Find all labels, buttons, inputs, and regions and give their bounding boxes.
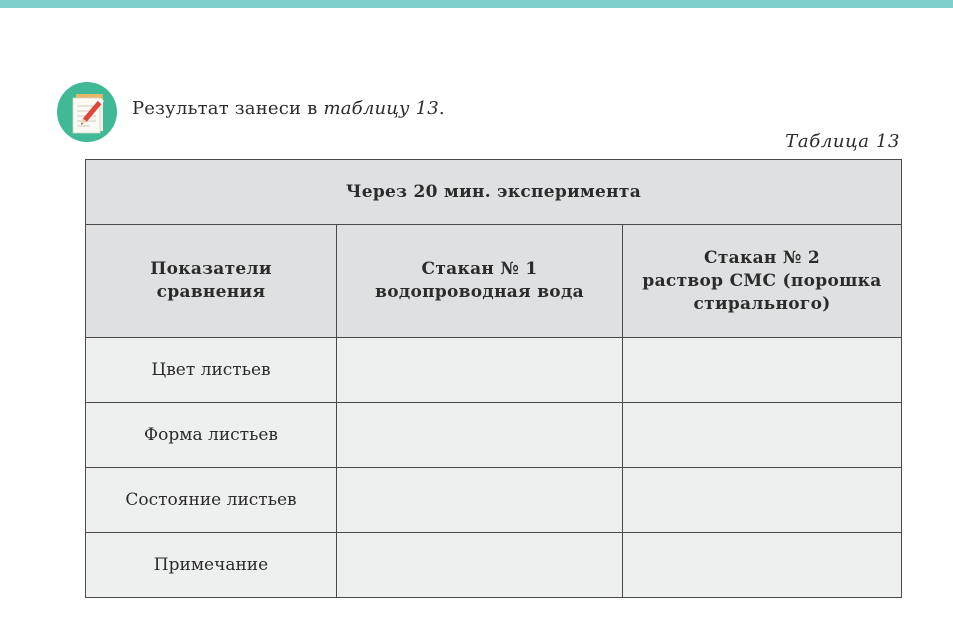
column-header-criteria (86, 225, 337, 338)
column-header-line: стирального) (693, 293, 831, 314)
table-title: Через 20 мин. эксперимента (86, 160, 902, 225)
table-row (86, 468, 902, 533)
column-header-line: раствор СМС (порошка (642, 270, 882, 291)
cell-glass-1[interactable] (337, 338, 623, 403)
row-label-leaf-shape: Форма листьев (86, 403, 337, 468)
cell-glass-1[interactable] (337, 533, 623, 598)
row-label-leaf-condition: Состояние листьев (86, 468, 337, 533)
table-caption: Таблица 13 (785, 131, 900, 152)
cell-glass-2[interactable] (623, 338, 902, 403)
column-header-line: сравнения (156, 282, 266, 302)
row-label-leaf-color: Цвет листьев (86, 338, 337, 403)
column-header-glass-1 (337, 225, 623, 338)
notepad-pen-icon (57, 82, 117, 142)
cell-glass-1[interactable] (337, 403, 623, 468)
instruction-table-reference: таблицу 13 (323, 98, 439, 119)
table-row (86, 403, 902, 468)
instruction-text (132, 98, 445, 119)
cell-glass-2[interactable] (623, 533, 902, 598)
column-header-row (86, 225, 902, 338)
table-row (86, 338, 902, 403)
table-row (86, 533, 902, 598)
column-header-line: Стакан № 2 (704, 247, 820, 268)
top-accent-bar (0, 0, 953, 8)
cell-glass-2[interactable] (623, 403, 902, 468)
column-header-line: Стакан № 1 (421, 259, 538, 279)
cell-glass-2[interactable] (623, 468, 902, 533)
instruction-lead: Результат занеси в (132, 98, 324, 119)
column-header-glass-2 (623, 225, 902, 338)
column-header-line: водопроводная вода (375, 282, 584, 302)
results-table (85, 159, 902, 598)
instruction-end: . (438, 98, 445, 119)
cell-glass-1[interactable] (337, 468, 623, 533)
column-header-line: Показатели (150, 259, 272, 279)
row-label-note: Примечание (86, 533, 337, 598)
table-title-row (86, 160, 902, 225)
